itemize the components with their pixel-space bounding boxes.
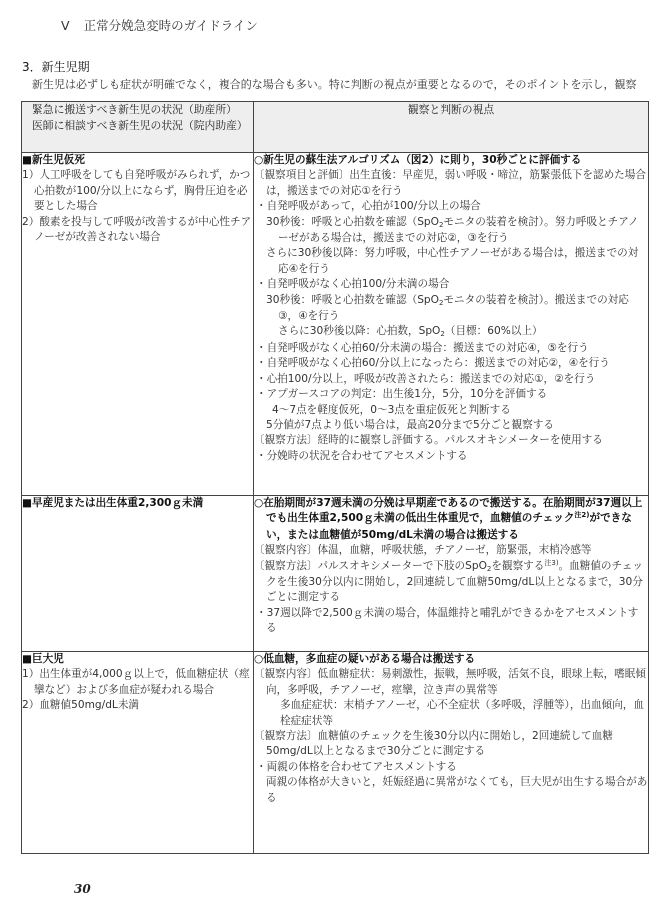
list-item: 2）血糖値50mg/dL未満 [22, 699, 140, 712]
page-number: 30 [74, 882, 91, 896]
detail-line: 5分値が7点より低い場合は，最高20分まで5分ごと観察する [266, 418, 554, 431]
bullet-item: ・分娩時の状況を合わせてアセスメントする [256, 449, 468, 462]
list-item: 1）出生体重が4,000ｇ以上で，低血糖症状（痙攣など）および多血症が疑われる場合 [22, 668, 250, 696]
row1-condition [22, 153, 254, 496]
detail-line: 30秒後：呼吸と心拍数を確認（SpO$_2$モニタの装着を検討）。搬送までの対応③，④を行う [266, 293, 629, 323]
list-item: 2）酸素を投与して呼吸が改善するが中心性チアノーゼが改善されない場合 [22, 215, 252, 244]
page-header [61, 16, 258, 34]
row2-observation [254, 496, 649, 652]
detail-line: 4～7点を軽度仮死，0～3点を重症仮死と判断する [272, 403, 511, 416]
row2-condition [22, 496, 254, 652]
bullet-item: ・心拍100/分以上，呼吸が改善されたら：搬送までの対応①，②を行う [256, 372, 596, 385]
bullet-item: ・両親の体格を合わせてアセスメントする [256, 760, 457, 773]
chapter-number: Ⅴ [61, 18, 70, 33]
bullet-item: ・自発呼吸がなく心拍60/分未満の場合：搬送までの対応④，⑤を行う [256, 341, 589, 354]
row3-title: ■巨大児 [22, 653, 64, 665]
detail-line: 30秒後：呼吸と心拍数を確認（SpO$_2$モニタの装着を検討）。努力呼吸とチアノーゼがある場合は，搬送までの対応②，③を行う [266, 215, 639, 245]
row2-title: ■早産児または出生体重2,300ｇ未満 [22, 497, 204, 509]
observation-items: 〔観察内容〕低血糖症状：易刺激性，振戦，無呼吸，活気不良，眼球上転，嗜眠傾向，多呼吸，チアノーゼ，痙攣，泣き声の異常等 [254, 668, 646, 696]
table-row [22, 652, 649, 854]
row2-heading: ○在胎期間が37週未満の分娩は早期産であるので搬送する。在胎期間が37週以上でも出生体重2,500ｇ未満の低出生体重児で，血糖値のチェック$^{注2)}$ができない，または血糖値が50mg/dL未満の場合は搬送する [254, 497, 643, 541]
bullet-item: ・37週以降で2,500ｇ未満の場合，体温維持と哺乳ができるかをアセスメントする [256, 606, 639, 635]
observation-method: 〔観察方法〕パルスオキシメーターで下肢のSpO$_2$を観察する$^{注3)}$。血糖値のチェックを生後30分以内に開始し，2回連続して血糖50mg/dL以上となるまで，30分ごとに測定する [254, 558, 643, 604]
bullet-item: ・アプガースコアの判定：出生後1分，5分，10分を評価する [256, 388, 548, 401]
row3-heading: ○低血糖，多血症の疑いがある場合は搬送する [254, 653, 476, 665]
bullet-item: ・自発呼吸があって，心拍が100/分以上の場合 [256, 200, 481, 213]
bullet-item: ・自発呼吸がなく心拍100/分未満の場合 [256, 278, 450, 291]
row3-observation [254, 652, 649, 854]
table-row [22, 153, 649, 496]
detail-line: さらに30秒後以降：心拍数，SpO$_2$（目標：60%以上） [278, 325, 543, 339]
row1-observation [254, 153, 649, 496]
section-title: 3．新生児期 [22, 60, 90, 74]
bullet-item: ・自発呼吸がなく心拍60/分以上になったら：搬送までの対応②，④を行う [256, 357, 610, 370]
detail-line: 両親の体格が大きいと，妊娠経過に異常がなくても，巨大児が出生する場合がある [266, 776, 648, 804]
section-intro: 新生児は必ずしも症状が明確でなく，複合的な場合も多い。特に判断の視点が重要となるので，そのポイントを示し，観察 [32, 78, 637, 91]
observation-method: 〔観察方法〕血糖値のチェックを生後30分以内に開始し，2回連続して血糖50mg/dL以上となるまで30分ごとに測定する [254, 730, 613, 758]
row1-title: ■新生児仮死 [22, 154, 85, 166]
table-row [22, 496, 649, 652]
col1-header: 緊急に搬送すべき新生児の状況（助産所） 医師に相談すべき新生児の状況（院内助産） [22, 102, 254, 153]
detail-line: さらに30秒後以降：努力呼吸，中心性チアノーゼがある場合は，搬送までの対応④を行う [266, 247, 639, 275]
table-header-row [22, 102, 649, 153]
observation-items-cont: 多血症症状：末梢チアノーゼ，心不全症状（多呼吸，浮腫等），出血傾向，血栓症症状等 [280, 699, 644, 727]
chapter-title: 正常分娩急変時のガイドライン [83, 18, 258, 33]
observation-items: 〔観察内容〕体温，血糖，呼吸状態，チアノーゼ，筋緊張，末梢冷感等 [254, 544, 592, 557]
row1-heading: ○新生児の蘇生法アルゴリズム（図2）に則り，30秒ごとに評価する [254, 154, 582, 166]
guideline-table [21, 101, 649, 854]
list-item: 1）人工呼吸をしても自発呼吸がみられず，かつ心拍数が100/分以上にならず，胸骨圧迫を必要とした場合 [22, 169, 251, 213]
observation-items: 〔観察項目と評価〕出生直後：早産児，弱い呼吸・啼泣，筋緊張低下を認めた場合は，搬送までの対応①を行う [254, 169, 646, 197]
col2-header: 観察と判断の視点 [254, 102, 649, 153]
row3-condition [22, 652, 254, 854]
observation-method: 〔観察方法〕経時的に観察し評価する。パルスオキシメーターを使用する [254, 434, 603, 447]
